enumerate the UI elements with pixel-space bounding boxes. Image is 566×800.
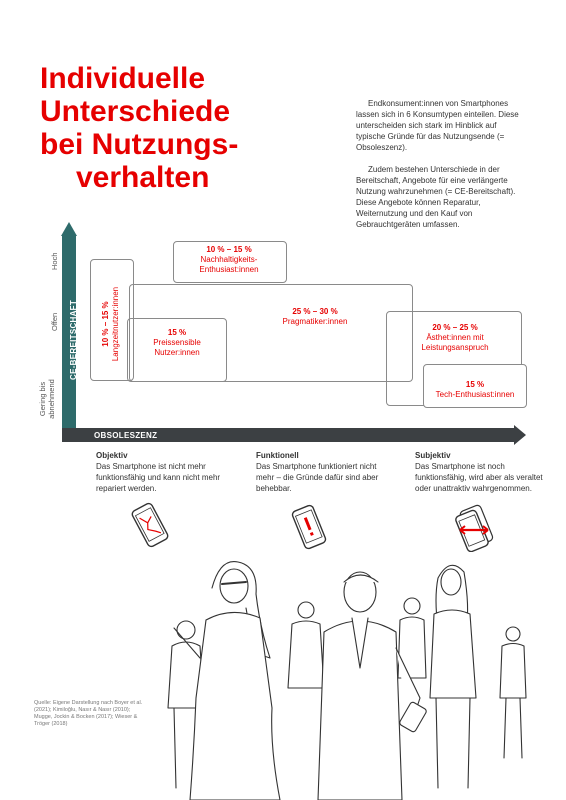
segment-pragmatiker <box>250 307 380 327</box>
segment-aesthet <box>400 323 510 353</box>
segment-name: Nachhaltigkeits-Enthusiast:innen <box>199 255 259 274</box>
source-note: Quelle: Eigene Darstellung nach Boyer et al. (2021); Kimiloğlu, Nasır & Nasır (2010); Mugge, Jockin & Bocken (2017); Wieser & Tröger (2018) <box>34 700 143 727</box>
phone-warning-icon <box>286 502 332 552</box>
segment-name: Preissensible Nutzer:innen <box>153 338 201 357</box>
segment-percent: 15 % <box>167 328 187 337</box>
category-text: Das Smartphone ist nicht mehr funktionsfähig und kann nicht mehr repariert werden. <box>96 462 221 493</box>
segment-name: Langzeitnutzer:innen <box>111 286 120 362</box>
category-text: Das Smartphone funktioniert nicht mehr – die Gründe dafür sind aber behebbar. <box>256 462 379 493</box>
segment-name: Tech-Enthusiast:innen <box>435 390 515 399</box>
segment-percent: 10 % – 15 % <box>206 245 252 254</box>
phone-swap-icon <box>448 504 500 552</box>
category-text: Das Smartphone ist noch funktionsfähig, wird aber als veraltet oder unattraktiv wahrgenommen. <box>415 462 543 493</box>
category-heading: Objektiv <box>96 451 128 460</box>
category-objektiv <box>96 450 226 494</box>
y-level-low: Gering bis abnehmend <box>38 379 56 419</box>
segment-tech <box>427 380 523 400</box>
y-axis-arrowhead <box>61 222 77 236</box>
y-axis-label: CE-BEREITSCHAFT <box>69 299 78 380</box>
title-line: bei Nutzungs- <box>40 128 239 161</box>
x-axis-label: OBSOLESZENZ <box>94 431 158 440</box>
segment-percent: 20 % – 25 % <box>432 323 478 332</box>
intro-paragraph: Endkonsument:innen von Smartphones lassen sich in 6 Konsumtypen einteilen. Diese unterscheiden sich stark im Hinblick auf typische Gründe für das Nutzungsende (= Obsoleszenz). <box>356 99 519 152</box>
category-heading: Subjektiv <box>415 451 451 460</box>
intro-text <box>356 98 528 241</box>
y-level-open: Offen <box>50 312 59 331</box>
title-line: verhalten <box>76 161 210 194</box>
cracked-phone-icon <box>127 500 173 550</box>
segment-name: Ästhet:innen mit Leistungsanspruch <box>421 333 489 352</box>
segment-nachhaltigkeit <box>178 245 280 275</box>
x-axis-arrowhead <box>514 425 526 445</box>
y-level-high: Hoch <box>50 252 59 270</box>
segment-percent: 10 % – 15 % <box>101 301 110 347</box>
title-line: Individuelle <box>40 62 206 95</box>
title-line: Unterschiede <box>40 95 231 128</box>
category-subjektiv <box>415 450 545 494</box>
page-title <box>40 62 300 194</box>
segment-preissensibel <box>142 328 212 358</box>
category-heading: Funktionell <box>256 451 299 460</box>
people-illustration <box>120 548 540 800</box>
segment-langzeitnutzer <box>101 269 121 379</box>
segment-percent: 15 % <box>465 380 485 389</box>
segment-name: Pragmatiker:innen <box>282 317 348 326</box>
intro-paragraph: Zudem bestehen Unterschiede in der Bereitschaft, Angebote für eine verlängerte Nutzung wahrzunehmen (= CE-Bereitschaft). Diese Angebote können Reparatur, Weiternutzung und den Kauf von Gebrauchtgeräten umfassen. <box>356 165 516 229</box>
segment-percent: 25 % – 30 % <box>292 307 338 316</box>
category-funktionell <box>256 450 386 494</box>
